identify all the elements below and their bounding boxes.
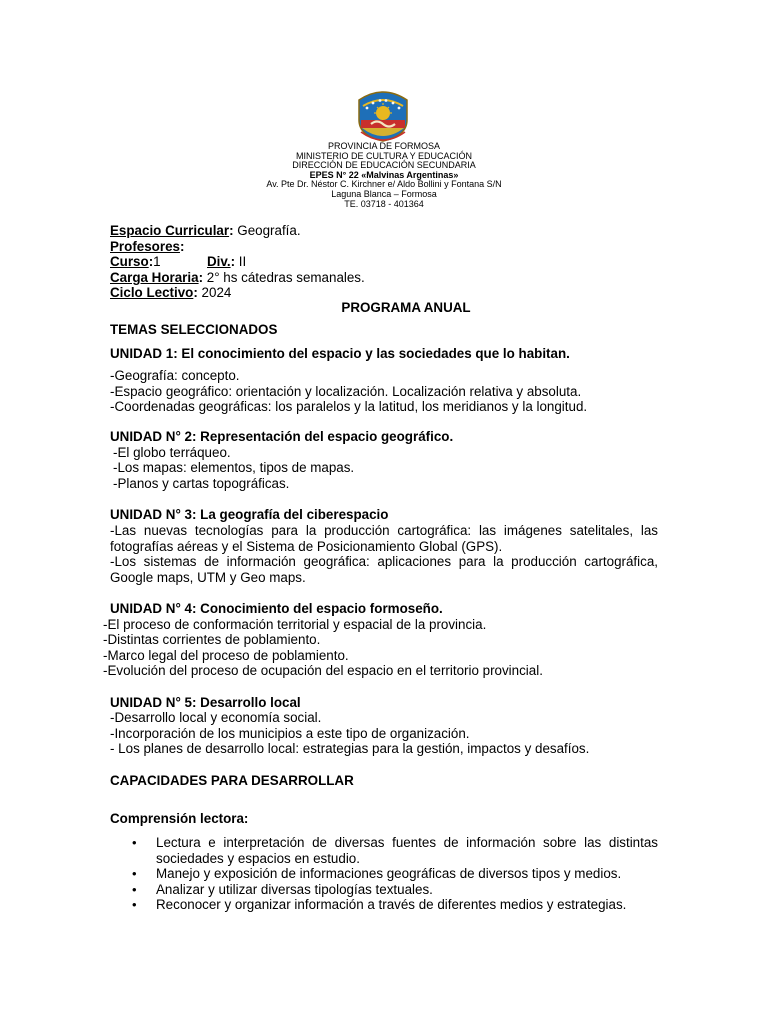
- school-city: Laguna Blanca – Formosa: [331, 188, 437, 199]
- profesores-label: Profesores: [110, 239, 180, 254]
- unit-4-item: -Evolución del proceso de ocupación del espacio en el territorio provincial.: [103, 663, 543, 678]
- colon: :: [230, 254, 236, 269]
- temas-title: TEMAS SELECCIONADOS: [110, 322, 278, 337]
- unit-4-item: -Distintas corrientes de poblamiento.: [103, 632, 321, 647]
- list-item: [110, 835, 658, 866]
- espacio-value: Geografía.: [237, 223, 301, 238]
- ciclo-label: Ciclo Lectivo: [110, 285, 194, 300]
- bullet-icon: •: [132, 897, 137, 912]
- colon: :: [148, 254, 154, 269]
- profesores-row: [110, 239, 184, 255]
- div-row: [207, 254, 246, 270]
- unit-1-item: -Espacio geográfico: orientación y localización. Localización relativa y absoluta.: [110, 384, 582, 399]
- unit-3-title: UNIDAD N° 3: La geografía del ciberespacio: [110, 507, 389, 522]
- unit-1-item: -Coordenadas geográficas: los paralelos y la latitud, los meridianos y la longitud.: [110, 399, 588, 414]
- unit-5-item: - Los planes de desarrollo local: estrategias para la gestión, impactos y desafíos.: [110, 741, 590, 756]
- ciclo-row: [110, 285, 231, 301]
- unit-5-item: -Desarrollo local y economía social.: [110, 710, 322, 725]
- unit-3-item: -Los sistemas de información geográfica: aplicaciones para la producción cartográfica, Google maps, UTM y Geo maps.: [110, 554, 658, 585]
- carga-value: 2° hs cátedras semanales.: [206, 270, 365, 285]
- ciclo-value: 2024: [201, 285, 232, 300]
- bullet-icon: •: [132, 835, 137, 850]
- curso-value: 1: [153, 254, 161, 269]
- comprension-title: Comprensión lectora:: [110, 811, 249, 826]
- carga-label: Carga Horaria: [110, 270, 199, 285]
- list-item: [110, 866, 658, 882]
- unit-2-title: UNIDAD N° 2: Representación del espacio geográfico.: [110, 429, 454, 444]
- unit-3-item: -Las nuevas tecnologías para la producción cartográfica: las imágenes satelitales, las fotografías aéreas y el Sistema de Posicionamiento Global (GPS).: [110, 523, 658, 554]
- program-title: PROGRAMA ANUAL: [341, 300, 471, 315]
- curso-label: Curso: [110, 254, 149, 269]
- school-header: [200, 142, 568, 209]
- bullet-icon: •: [132, 881, 137, 897]
- colon: :: [198, 270, 204, 285]
- unit-4-item: -Marco legal del proceso de poblamiento.: [103, 648, 349, 663]
- ministry-line: MINISTERIO DE CULTURA Y EDUCACIÓN: [295, 150, 473, 161]
- colon: :: [193, 285, 198, 300]
- div-label: Div.: [207, 254, 231, 269]
- colon: :: [229, 223, 234, 238]
- list-item-text: Analizar y utilizar diversas tipologías textuales.: [156, 881, 433, 897]
- espacio-curricular-row: [110, 223, 301, 239]
- unit-5-title: UNIDAD N° 5: Desarrollo local: [110, 695, 301, 710]
- carga-row: [110, 270, 365, 286]
- unit-1-item: -Geografía: concepto.: [110, 368, 240, 383]
- province-line: PROVINCIA DE FORMOSA: [327, 141, 441, 151]
- bullet-icon: •: [132, 866, 137, 881]
- capacidades-title: CAPACIDADES PARA DESARROLLAR: [110, 773, 354, 788]
- formosa-coat-of-arms-icon: [353, 86, 413, 142]
- colon: :: [179, 239, 185, 254]
- list-item: [110, 882, 658, 898]
- school-address: Av. Pte Dr. Néstor C. Kirchner e/ Aldo Bollini y Fontana S/N: [266, 179, 502, 190]
- unit-4-title: UNIDAD N° 4: Conocimiento del espacio formoseño.: [110, 601, 443, 616]
- school-name: EPES N° 22 «Malvinas Argentinas»: [309, 169, 459, 180]
- unit-2-item: -Los mapas: elementos, tipos de mapas.: [113, 460, 355, 475]
- list-item-text: Manejo y exposición de informaciones geográficas de diversos tipos y medios.: [156, 866, 622, 881]
- unit-4-item: -El proceso de conformación territorial y espacial de la provincia.: [103, 617, 487, 632]
- unit-2-item: -El globo terráqueo.: [113, 445, 231, 460]
- div-value: II: [238, 254, 247, 269]
- curso-row: [110, 254, 161, 270]
- unit-5-item: -Incorporación de los municipios a este tipo de organización.: [110, 726, 470, 741]
- unit-2-item: -Planos y cartas topográficas.: [113, 476, 290, 491]
- capacidades-list: [110, 835, 658, 913]
- direction-line: DIRECCIÓN DE EDUCACIÓN SECUNDARIA: [292, 160, 476, 171]
- espacio-label: Espacio Curricular: [110, 223, 230, 238]
- school-phone: TE. 03718 - 401364: [344, 198, 424, 209]
- unit-1-title: UNIDAD 1: El conocimiento del espacio y las sociedades que lo habitan.: [110, 346, 570, 361]
- list-item-text: Lectura e interpretación de diversas fuentes de información sobre las distintas sociedades y espacios en estudio.: [156, 835, 658, 866]
- list-item-text: Reconocer y organizar información a través de diferentes medios y estrategias.: [156, 897, 627, 912]
- list-item: [110, 897, 658, 913]
